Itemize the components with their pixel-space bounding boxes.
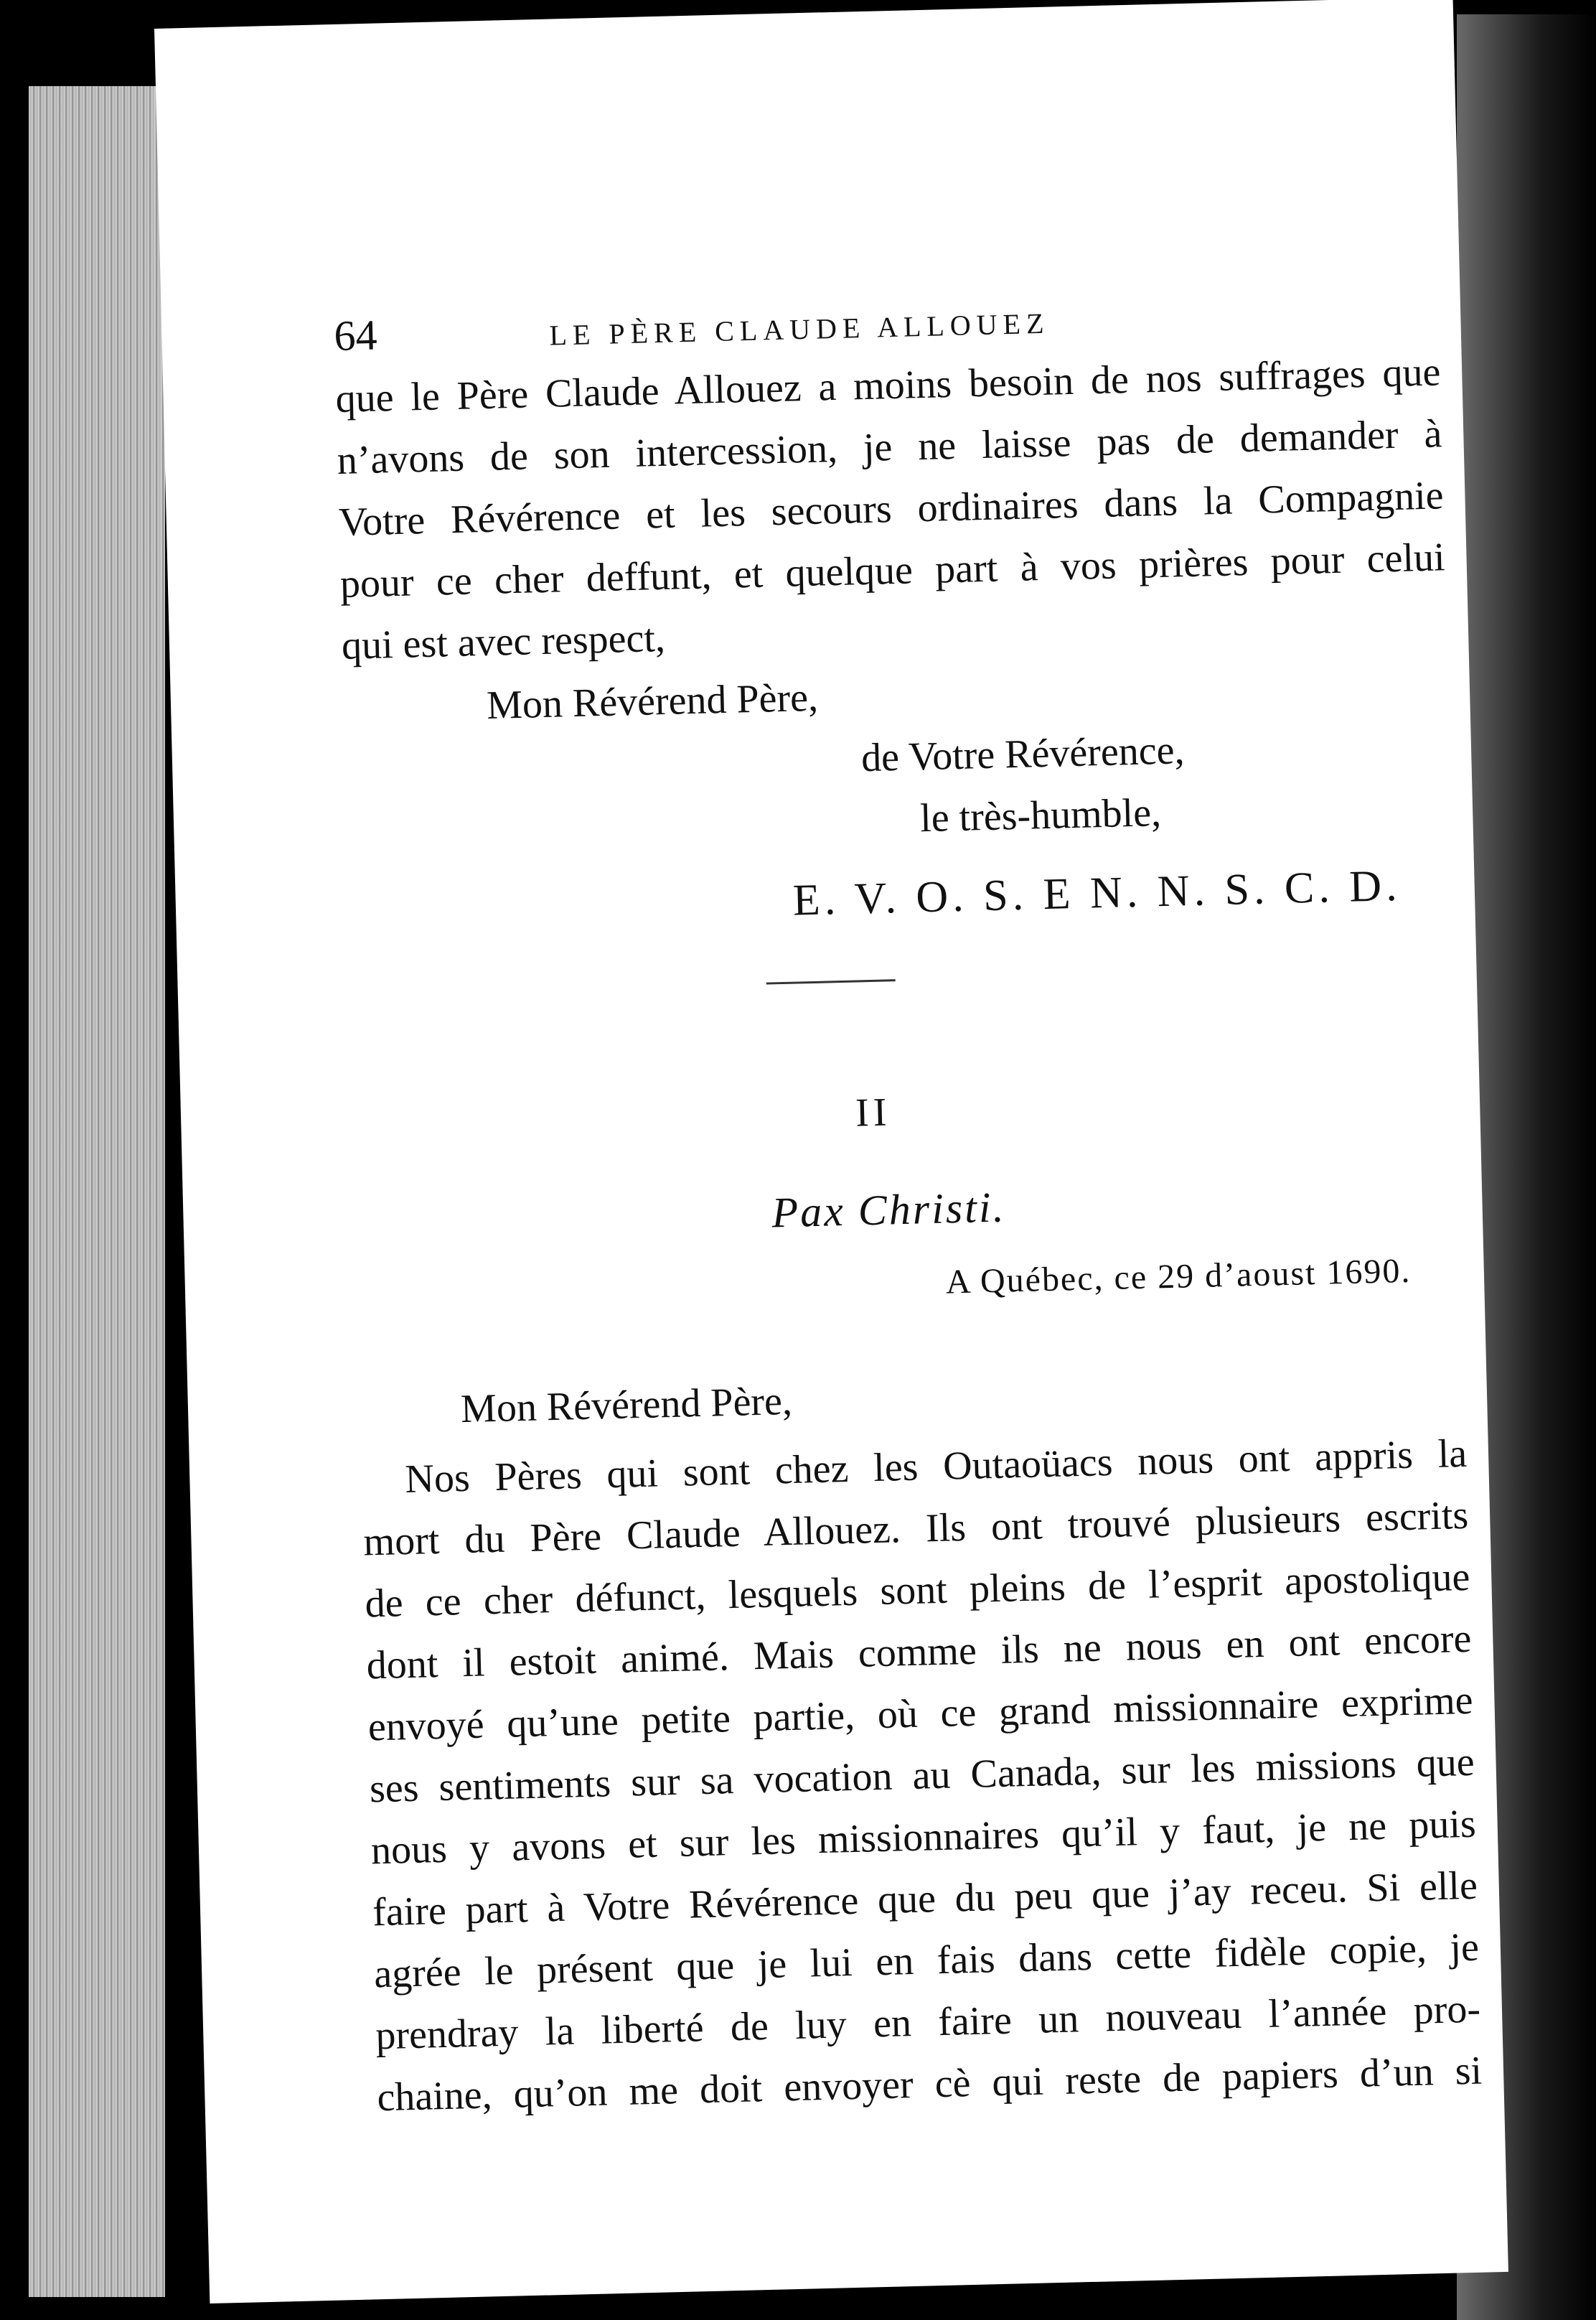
letter-motto: Pax Christi.	[771, 1183, 1007, 1237]
letter-2-salutation: Mon Révérend Père,	[460, 1378, 793, 1432]
book-page	[154, 0, 1508, 2303]
running-title: LE PÈRE CLAUDE ALLOUEZ	[549, 307, 1051, 352]
book-page-edges	[29, 86, 165, 2297]
signature-initials: E. V. O. S. E N. N. S. C. D.	[792, 861, 1402, 925]
letter-dateline: A Québec, ce 29 d’aoust 1690.	[945, 1251, 1412, 1301]
letter-1-body	[335, 341, 1447, 676]
text-line: nous y avons et sur les missionnaires qu’il y faut, je ne puis	[370, 1801, 1477, 1874]
text-line: envoyé qu’une petite partie, où ce grand missionnaire exprime	[367, 1678, 1474, 1750]
text-line: agrée le présent que je lui en fais dans cette fidèle copie, je	[373, 1924, 1480, 1997]
letter-2-body	[361, 1423, 1483, 2128]
closing-line-2: le très-humble,	[919, 790, 1162, 841]
section-number: II	[855, 1090, 892, 1136]
text-line: chaine, qu’on me doit envoyer cè qui reste de papiers d’un si	[376, 2048, 1483, 2120]
text-line: pour ce cher deffunt, et quelque part à vos prières pour celui	[339, 535, 1446, 607]
section-divider	[766, 979, 896, 984]
text-line: n’avons de son intercession, je ne laisse pas de demander à	[337, 411, 1443, 483]
text-line: prendray la liberté de luy en faire un nouveau l’année pro-	[375, 1986, 1481, 2059]
text-line: faire part à Votre Révérence que du peu que j’ay receu. Si elle	[372, 1863, 1478, 1935]
page-text	[334, 284, 1483, 2128]
text-line: qui est avec respect,	[341, 615, 666, 668]
letter-1-salutation: Mon Révérend Père,	[486, 675, 819, 728]
text-line: que le Père Claude Allouez a moins besoin de nos suffrages que	[334, 350, 1441, 421]
text-line: Votre Révérence et les secours ordinaires dans la Compagnie	[338, 473, 1445, 545]
text-line: dont il estoit animé. Mais comme ils ne nous en ont encore	[366, 1616, 1473, 1688]
page-number: 64	[333, 311, 378, 360]
text-line: mort du Père Claude Allouez. Ils ont trouvé plusieurs escrits	[362, 1492, 1469, 1565]
text-line: de ce cher défunct, lesquels sont pleins de l’esprit apostolique	[364, 1554, 1471, 1627]
text-line: ses sentiments sur sa vocation au Canada, sur les missions que	[369, 1739, 1475, 1812]
closing-line-1: de Votre Révérence,	[860, 728, 1186, 781]
text-line: Nos Pères qui sont chez les Outaoüacs nous ont appris la	[404, 1431, 1468, 1502]
